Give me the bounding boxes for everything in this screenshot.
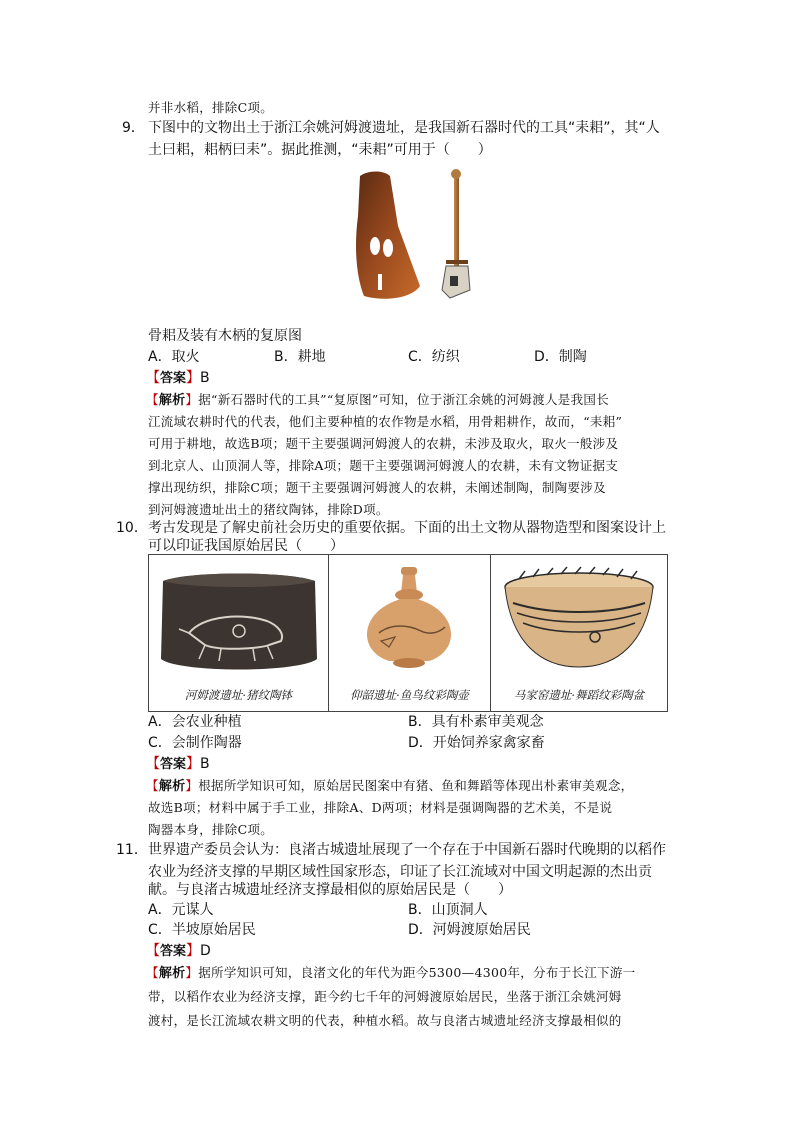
bone-si-illustration: [350, 166, 472, 316]
explanation-bracket-open: 【: [146, 778, 159, 793]
q10-explanation-line3: 陶器本身，排除C项。: [148, 822, 274, 837]
q10-explanation-line1: [146, 776, 633, 797]
q9-explanation-line5: 撑出现纺织，排除C项；题干主要强调河姆渡人的农耕，未阐述制陶，制陶要涉及: [148, 480, 606, 495]
explanation-label: 解析: [158, 966, 186, 981]
q10-option-d[interactable]: D．开始饲养家禽家畜: [408, 735, 545, 751]
q9-explanation-line3: 可用于耕地，故选B项；题干主要强调河姆渡人的农耕，未涉及取火，取火一般涉及: [148, 436, 619, 451]
explanation-label: 解析: [158, 393, 186, 408]
q9-stem-line2: 土曰耜，耜柄曰耒”。据此推测，“耒耜”可用于（ ）: [148, 142, 492, 158]
q10-answer: [146, 754, 210, 775]
answer-bracket-open: 【: [146, 943, 160, 959]
q11-explanation-line3: 渡村，是长江流域农耕文明的代表，种植水稻。故与良渚古城遗址经济支撑最相似的: [148, 1013, 622, 1028]
q9-explanation-line6: 到河姆渡遗址出土的猪纹陶钵，排除D项。: [148, 502, 389, 517]
pig-pattern-bowl-image: [149, 563, 327, 683]
caption-fish-bird-pot: 仰韶遗址·鱼鸟纹彩陶壶: [350, 688, 469, 702]
prev-answer-tail: 并非水稻，排除C项。: [148, 100, 274, 115]
answer-label: 答案: [160, 757, 187, 772]
q9-explanation-text1: 据“新石器时代的工具”“复原图”可知，位于浙江余姚的河姆渡人是我国长: [198, 392, 609, 407]
q11-option-c[interactable]: C．半坡原始居民: [148, 922, 256, 938]
q10-number: 10．: [116, 520, 148, 536]
artifact-cell-fish-bird-pot: [329, 555, 491, 711]
q9-option-a[interactable]: A．取火: [148, 349, 200, 365]
q9-option-c[interactable]: C．纺织: [408, 349, 460, 365]
q9-answer: [146, 368, 210, 389]
artifact-cell-pig-bowl: [149, 555, 329, 711]
q9-explanation-line2: 江流域农耕时代的代表，他们主要种植的农作物是水稻，用骨耜耕作，故而，“耒耜”: [148, 414, 623, 429]
q11-stem-line2: 农业为经济支撑的早期区域性国家形态，印证了长江流域对中国文明起源的杰出贡: [148, 864, 652, 880]
q9-option-b[interactable]: B．耕地: [274, 349, 326, 365]
q10-option-b[interactable]: B．具有朴素审美观念: [408, 714, 544, 730]
q11-stem-line3: 献。与良渚古城遗址经济支撑最相似的原始居民是（ ）: [148, 882, 512, 898]
bone-si-image: [350, 166, 472, 316]
answer-bracket-close: 】: [186, 756, 201, 772]
fish-bird-pot-image: [329, 563, 489, 683]
explanation-bracket-open: 【: [146, 392, 159, 407]
q9-stem-line1: 下图中的文物出土于浙江余姚河姆渡遗址，是我国新石器时代的工具“耒耜”，其“人: [148, 120, 660, 136]
caption-pig-bowl: 河姆渡遗址·猪纹陶钵: [184, 688, 293, 702]
explanation-bracket-close: 】: [185, 778, 199, 793]
answer-bracket-open: 【: [146, 370, 160, 386]
q10-option-c[interactable]: C．会制作陶器: [148, 735, 242, 751]
q11-explanation-line2: 带，以稻作农业为经济支撑，距今约七千年的河姆渡原始居民，坐落于浙江余姚河姆: [148, 989, 622, 1004]
answer-bracket-close: 】: [186, 370, 201, 386]
q10-explanation-text1: 根据所学知识可知，原始居民图案中有猪、鱼和舞蹈等体现出朴素审美观念，: [198, 778, 634, 793]
q11-stem-line1: 世界遗产委员会认为：良渚古城遗址展现了一个存在于中国新石器时代晚期的以稻作: [148, 842, 666, 858]
q11-answer: [146, 941, 211, 962]
q10-explanation-line2: 故选B项；材料中属于手工业，排除A、D两项；材料是强调陶器的艺术美，不是说: [148, 800, 613, 815]
q9-explanation-line1: [146, 390, 609, 411]
dance-pattern-basin-image: [491, 563, 667, 683]
q11-explanation-text1: 据所学知识可知，良渚文化的年代为距今5300—4300年，分布于长江下游一: [198, 965, 636, 980]
q9-explanation-line4: 到北京人、山顶洞人等，排除A项；题干主要强调河姆渡人的农耕，未有文物证据支: [148, 458, 619, 473]
q10-stem-line1: 考古发现是了解史前社会历史的重要依据。下面的出土文物从器物造型和图案设计上: [148, 520, 666, 536]
q10-answer-value: B: [200, 756, 210, 772]
q11-number: 11．: [116, 842, 148, 858]
artifact-cell-dance-basin: [491, 555, 667, 711]
explanation-label: 解析: [158, 779, 186, 794]
q9-number: 9．: [122, 120, 145, 136]
answer-label: 答案: [160, 944, 187, 959]
q9-option-d[interactable]: D．制陶: [534, 349, 587, 365]
explanation-bracket-open: 【: [146, 965, 159, 980]
q11-option-a[interactable]: A．元谋人: [148, 902, 214, 918]
answer-bracket-close: 】: [186, 943, 201, 959]
q11-option-b[interactable]: B．山顶洞人: [408, 902, 488, 918]
q10-stem-line2: 可以印证我国原始居民（ ）: [148, 538, 344, 554]
q9-image-caption: 骨耜及装有木柄的复原图: [148, 328, 302, 344]
q11-option-d[interactable]: D．河姆渡原始居民: [408, 922, 531, 938]
q11-explanation-line1: [146, 963, 635, 984]
artifact-image-table: [148, 554, 668, 712]
q11-answer-value: D: [200, 943, 211, 959]
caption-dance-basin: 马家窑遗址·舞蹈纹彩陶盆: [513, 688, 645, 702]
q10-option-a[interactable]: A．会农业种植: [148, 714, 242, 730]
explanation-bracket-close: 】: [185, 965, 199, 980]
answer-label: 答案: [160, 371, 187, 386]
q9-answer-value: B: [200, 370, 210, 386]
answer-bracket-open: 【: [146, 756, 160, 772]
explanation-bracket-close: 】: [185, 392, 199, 407]
